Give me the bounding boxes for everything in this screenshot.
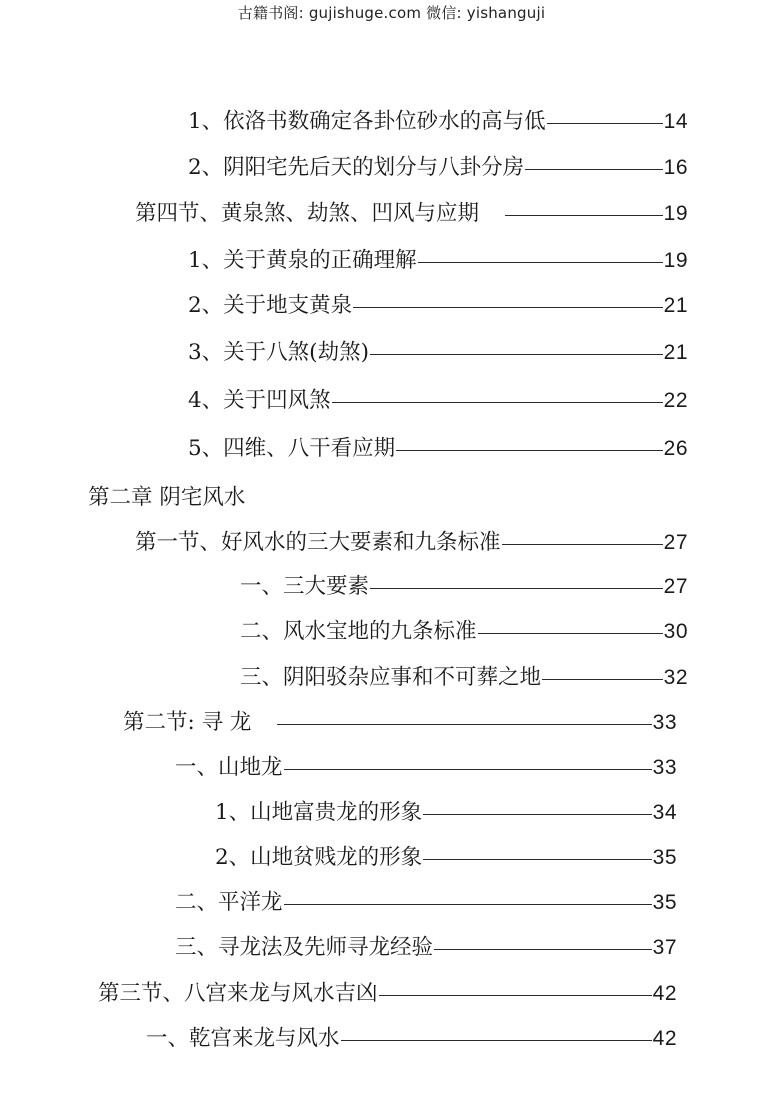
toc-entry-title: 1、依洛书数确定各卦位砂水的高与低: [188, 109, 546, 134]
toc-entry-title: 4、关于凹风煞: [188, 388, 331, 413]
toc-leader: [505, 215, 663, 216]
toc-entry-title: 三、寻龙法及先师寻龙经验: [175, 935, 434, 960]
toc-leader: [353, 307, 662, 308]
toc-entry: [215, 796, 677, 830]
toc-entry-page: 33: [652, 711, 677, 734]
toc-leader: [284, 769, 652, 770]
toc-entry-page: 19: [663, 202, 688, 225]
toc-entry-title: 3、关于八煞(劫煞): [188, 340, 369, 365]
toc-entry-page: 26: [663, 437, 688, 460]
toc-entry-title: 一、山地龙: [175, 755, 283, 780]
toc-leader: [434, 949, 652, 950]
toc-entry: [188, 432, 688, 466]
toc-entry-title: 1、山地富贵龙的形象: [215, 800, 423, 825]
toc-entry-page: 34: [652, 801, 677, 824]
toc-leader: [525, 169, 662, 170]
toc-entry-page: 16: [663, 156, 688, 179]
toc-entry-title: 一、乾宫来龙与风水: [146, 1026, 340, 1051]
toc-entry-page: 21: [663, 341, 688, 364]
toc-entry-title: 第三节、八宫来龙与风水吉凶: [98, 981, 378, 1006]
toc-entry-page: 35: [652, 846, 677, 869]
toc-leader: [423, 859, 651, 860]
toc-entry-page: 27: [663, 531, 688, 554]
toc-entry-page: 19: [663, 249, 688, 272]
toc-leader: [379, 995, 652, 996]
toc-entry-page: 37: [652, 936, 677, 959]
toc-entry: [188, 289, 688, 323]
toc-entry-title: 二、风水宝地的九条标准: [240, 619, 477, 644]
toc-entry-title: 一、三大要素: [240, 574, 370, 599]
toc-entry: [123, 706, 677, 740]
toc-entry-page: 42: [652, 982, 677, 1005]
toc-leader: [502, 544, 663, 545]
toc-entry: [188, 105, 688, 139]
toc-leader: [418, 262, 663, 263]
toc-entry: [240, 570, 688, 604]
toc-leader: [396, 450, 662, 451]
toc-entry: [175, 886, 677, 920]
toc-entry-page: 14: [663, 110, 688, 133]
toc-entry: [240, 615, 688, 649]
toc-entry: [188, 384, 688, 418]
toc-leader: [370, 354, 663, 355]
toc-entry-page: 35: [652, 891, 677, 914]
toc-entry-title: 第一节、好风水的三大要素和九条标准: [135, 530, 501, 555]
toc-leader: [478, 633, 663, 634]
toc-entry: [215, 841, 677, 875]
toc-entry: [135, 526, 688, 560]
toc-entry-title: 三、阴阳驳杂应事和不可葬之地: [240, 665, 542, 690]
toc-entry-page: 21: [663, 294, 688, 317]
toc-entry-title: 2、阴阳宅先后天的划分与八卦分房: [188, 155, 525, 180]
toc-entry: [240, 661, 688, 695]
toc-entry-title: 5、四维、八干看应期: [188, 436, 396, 461]
toc-entry: [188, 336, 688, 370]
toc-leader: [423, 814, 651, 815]
toc-leader: [332, 402, 663, 403]
toc-leader: [341, 1040, 652, 1041]
toc-entry-title: 第二章 阴宅风水: [88, 485, 246, 510]
watermark-text: 古籍书阁: gujishuge.com 微信: yishanguji: [237, 4, 546, 22]
toc-entry: [135, 197, 688, 231]
toc-entry-page: 22: [663, 389, 688, 412]
toc-leader: [542, 679, 663, 680]
toc-entry-title: 二、平洋龙: [175, 890, 283, 915]
toc-entry: [175, 751, 677, 785]
toc-entry-title: 2、关于地支黄泉: [188, 293, 353, 318]
toc-entry: [175, 931, 677, 965]
toc-entry: [188, 244, 688, 278]
toc-entry-title: 1、关于黄泉的正确理解: [188, 248, 417, 273]
toc-entry-title: 第二节: 寻 龙: [123, 710, 252, 735]
toc-entry-page: 33: [652, 756, 677, 779]
toc-leader: [547, 123, 663, 124]
toc-entry-page: 42: [652, 1027, 677, 1050]
toc-entry: [146, 1022, 677, 1056]
toc-entry-page: 30: [663, 620, 688, 643]
toc-entry-title: 2、山地贫贱龙的形象: [215, 845, 423, 870]
toc-leader: [284, 904, 652, 905]
toc-chapter-heading: [88, 481, 388, 515]
toc-entry-page: 27: [663, 575, 688, 598]
toc-entry-title: 第四节、黄泉煞、劫煞、凹风与应期: [135, 201, 480, 226]
toc-leader: [370, 588, 663, 589]
toc-entry: [188, 151, 688, 185]
toc-leader: [277, 724, 651, 725]
toc-entry-page: 32: [663, 666, 688, 689]
toc-entry: [98, 977, 677, 1011]
